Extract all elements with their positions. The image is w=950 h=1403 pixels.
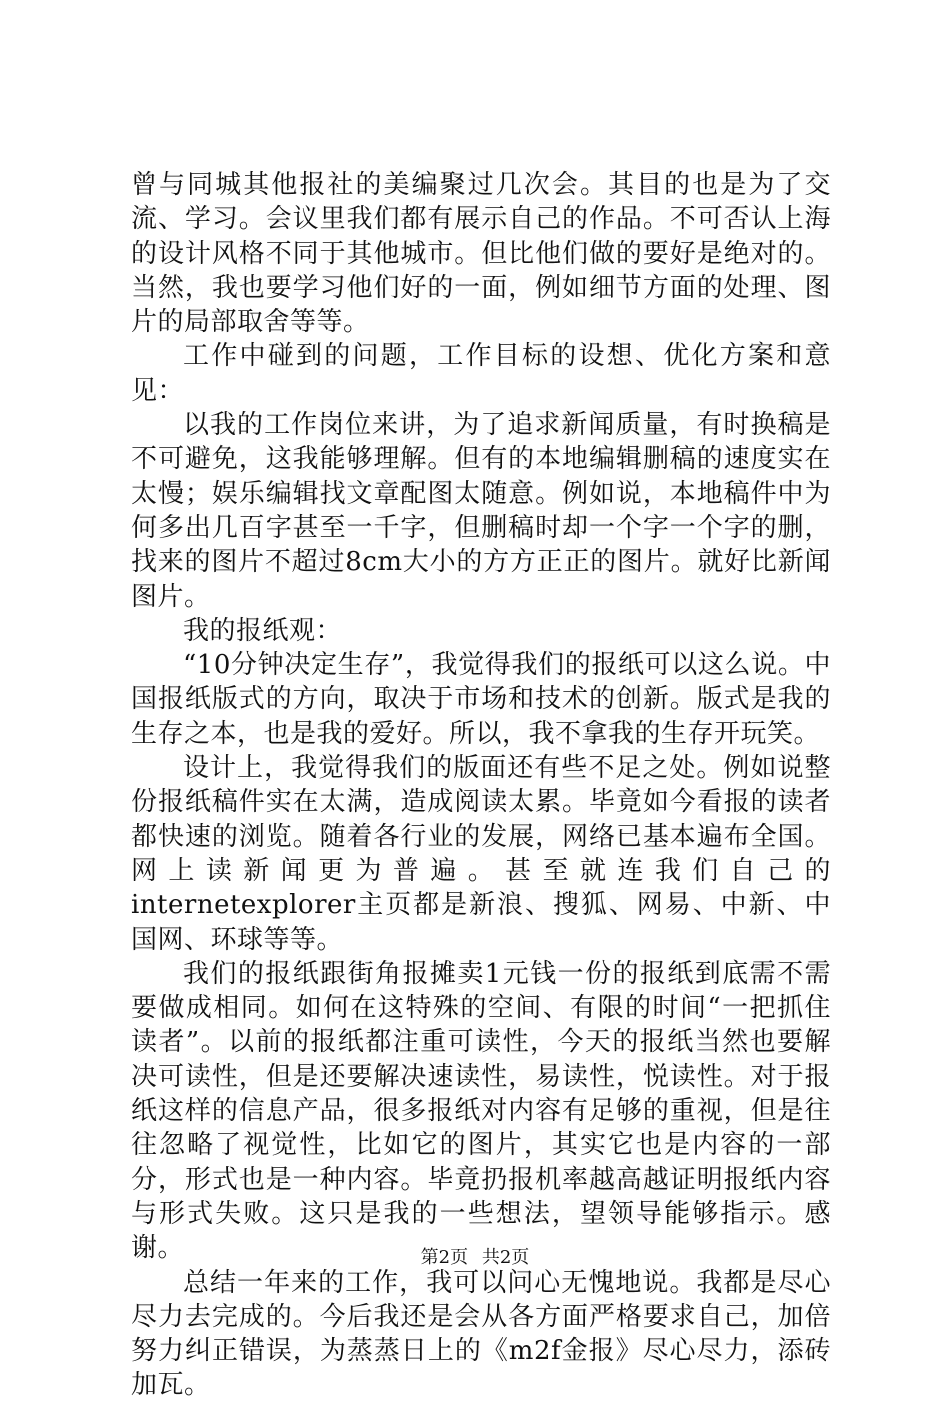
paragraph-1: 曾与同城其他报社的美编聚过几次会。其目的也是为了交流、学习。会议里我们都有展示自己的作品。不可否认上海的设计风格不同于其他城市。但比他们做的要好是绝对的。当然，我也要学习他们好的一面，例如细节方面的处理、图片的局部取舍等等。	[131, 170, 831, 338]
page-total: 共2页	[481, 1247, 530, 1268]
page-footer	[0, 1243, 950, 1269]
paragraph-3: 以我的工作岗位来讲，为了追求新闻质量，有时换稿是不可避免，这我能够理解。但有的本地编辑删稿的速度实在太慢；娱乐编辑找文章配图太随意。例如说，本地稿件中为何多出几百字甚至一千字，但删稿时却一个字一个字的删，找来的图片不超过8cm大小的方方正正的图片。就好比新闻图片。	[131, 410, 831, 612]
paragraph-4: 我的报纸观：	[183, 615, 343, 646]
document-body	[131, 168, 831, 1403]
paragraph-5: “10分钟决定生存”，我觉得我们的报纸可以这么说。中国报纸版式的方向，取决于市场和技术的创新。版式是我的生存之本，也是我的爱好。所以，我不拿我的生存开玩笑。	[131, 650, 831, 749]
paragraph-6: 设计上，我觉得我们的版面还有些不足之处。例如说整份报纸稿件实在太满，造成阅读太累。毕竟如今看报的读者都快速的浏览。随着各行业的发展，网络已基本遍布全国。网上读新闻更为普遍。甚至就连我们自己的internetexplorer主页都是新浪、搜狐、网易、中新、中国网、环球等等。	[131, 753, 831, 955]
page-current: 第2页	[420, 1247, 469, 1268]
paragraph-2: 工作中碰到的问题，工作目标的设想、优化方案和意见：	[131, 341, 831, 406]
paragraph-8: 总结一年来的工作，我可以问心无愧地说。我都是尽心尽力去完成的。今后我还是会从各方面严格要求自己，加倍努力纠正错误，为蒸蒸日上的《m2f金报》尽心尽力，添砖加瓦。	[131, 1267, 831, 1401]
paragraph-7: 我们的报纸跟街角报摊卖1元钱一份的报纸到底需不需要做成相同。如何在这特殊的空间、有限的时间“一把抓住读者”。以前的报纸都注重可读性，今天的报纸当然也要解决可读性，但是还要解决速读性，易读性，悦读性。对于报纸这样的信息产品，很多报纸对内容有足够的重视，但是往往忽略了视觉性，比如它的图片，其实它也是内容的一部分，形式也是一种内容。毕竟扔报机率越高越证明报纸内容与形式失败。这只是我的一些想法，望领导能够指示。感谢。	[131, 958, 831, 1264]
